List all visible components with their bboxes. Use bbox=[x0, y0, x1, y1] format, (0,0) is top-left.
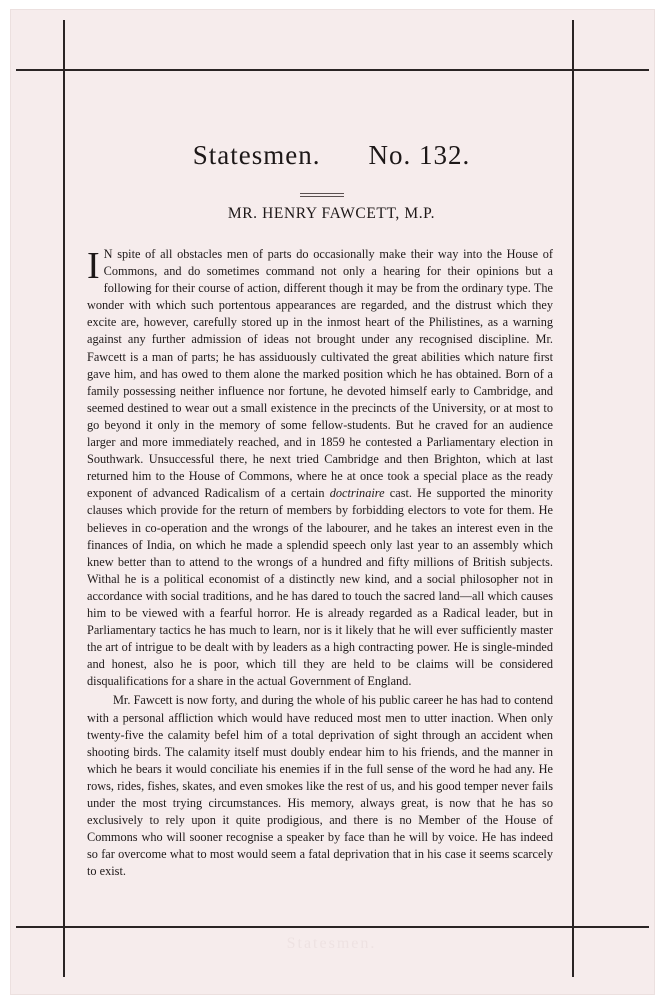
title-divider bbox=[300, 193, 344, 197]
paragraph-1-text: N spite of all obstacles men of parts do occasionally make their way into the House of Commons, and do sometimes command not only a hearing for their opinions but a following for their course of action, different though it may be from the ordinary type. The wonder with which such portentous appearances are regarded, and the distrust which they excite are, however, carefully stored up in the inmost heart of the Philistines, as a warning against any further admission of ideas not brought under any recognised discipline. Mr. Fawcett is a man of parts; he has assiduously cultivated the great abilities which nature first gave him, and has owed to them alone the marked position which he has obtained. Born of a family possessing neither influence nor fortune, he devoted himself early to Cambridge, and seemed destined to wear out a small existence in the precincts of the University, or at most to go beyond it only in the memory of some fellow-students. But he craved for an audience larger and more immediately reached, and in 1859 he contested a Parliamentary election in Southwark. Unsuccessful there, he next tried Cambridge and then Brighton, which at last returned him to the House of Commons, where he at once took a special place as the ready exponent of advanced Radicalism of a certain bbox=[87, 247, 553, 501]
article-subtitle: MR. HENRY FAWCETT, M.P. bbox=[227, 205, 436, 222]
top-rule bbox=[16, 69, 649, 71]
paragraph-1-rest: cast. He supported the minority clauses which provide for the return of members by forbidding electors to vote for them. He believes in co-operation and the wrongs of the labourer, and he takes an interest even in the finances of India, on which he made a splendid speech only last year to an assembly which knew better than to attend to the wrongs of a hundred and fifty millions of British subjects. Withal he is a political economist of a distinctly new kind, and a social philosopher not in accordance with social traditions, and he has dared to touch the sacred land—all which causes him to be viewed with a fearful horror. He is already regarded as a Radical leader, but in Parliamentary tactics he has much to learn, nor is it likely that he will ever sufficiently master the art of intrigue to be dealt with by leaders as a high contracting power. He is single-minded and honest, also he is poor, which till they are held to be claims will be considered disqualifications for a share in the actual Government of England. bbox=[87, 486, 554, 689]
paragraph-1 bbox=[87, 246, 553, 690]
series-number: No. 132. bbox=[368, 140, 471, 170]
page-title bbox=[0, 140, 663, 171]
show-through-text: Statesmen. bbox=[286, 935, 377, 952]
article-body bbox=[87, 246, 553, 880]
paragraph-2: Mr. Fawcett is now forty, and during the whole of his public career he has had to contend with a personal affliction which would have reduced most men to utter inaction. When only twenty-five the calamity befel him of a total deprivation of sight through an accident when shooting birds. The calamity itself must doubly endear him to his friends, and the manner in which he bears it would conciliate his enemies if in the full sense of the word he had any. He rows, rides, fishes, skates, and even smokes like the rest of us, and his good temper never fails under the most trying circumstances. His memory, always great, is now that he has so exclusively to rely upon it quite prodigious, and there is no Member of the House of Commons who will sooner recognise a speaker by face than he will by voice. He has indeed so far overcome what to most would seem a fatal deprivation that in his case it seems scarcely to exist. bbox=[87, 693, 553, 879]
show-through-mark bbox=[0, 935, 663, 953]
bottom-rule bbox=[16, 926, 649, 928]
drop-cap: I bbox=[87, 245, 100, 287]
series-title: Statesmen. bbox=[192, 140, 321, 170]
italic-word: doctrinaire bbox=[329, 486, 385, 501]
